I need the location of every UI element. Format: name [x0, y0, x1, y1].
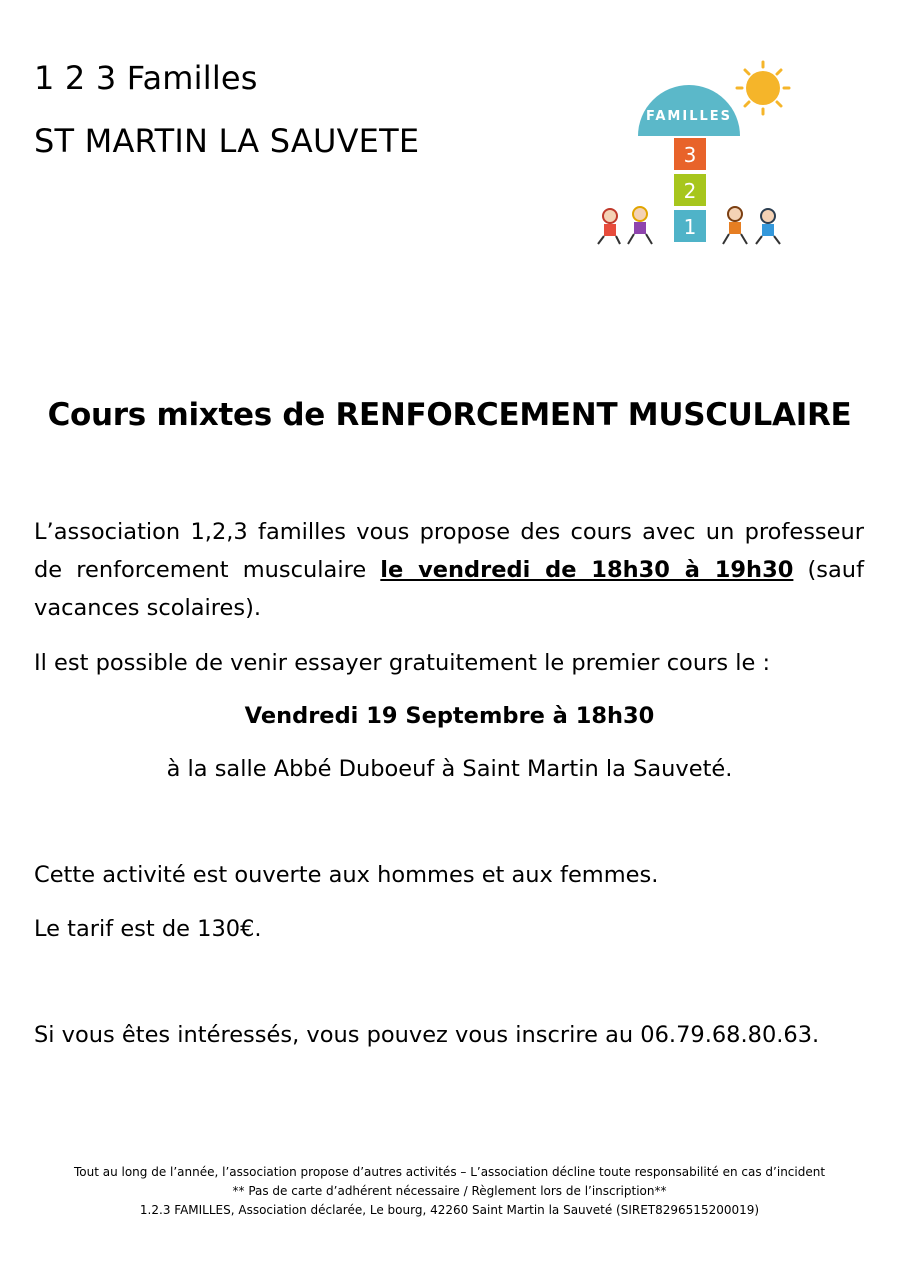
logo-box-2-label: 2 — [683, 179, 697, 203]
footer-line-address: 1.2.3 FAMILLES, Association déclarée, Le bourg, 42260 Saint Martin la Sauveté (SIRET8296515200019) — [139, 1203, 760, 1217]
footer-line-membership: ** Pas de carte d’adhérent nécessaire / Règlement lors de l’inscription** — [232, 1184, 667, 1198]
price-text: Le tarif est de 130€. — [34, 916, 262, 942]
intro-text-start: L’association 1,2,3 familles vous propose des cours avec un professeur de renforcement musculaire — [34, 519, 864, 583]
footer-line-activities: Tout au long de l’année, l’association propose d’autres activités – L’association décline toute responsabilité en cas d’incident — [73, 1165, 826, 1179]
child-figure-3-icon — [723, 207, 747, 244]
association-logo — [590, 58, 800, 253]
logo-box-1-label: 1 — [683, 215, 697, 239]
class-schedule: le vendredi de 18h30 à 19h30 — [380, 557, 794, 583]
sun-icon — [737, 62, 789, 114]
trial-date: Vendredi 19 Septembre à 18h30 — [244, 703, 655, 729]
child-figure-4-icon — [756, 209, 780, 244]
organization-town: ST MARTIN LA SAUVETE — [34, 122, 420, 160]
logo-arc-text: FAMILLES — [645, 109, 733, 124]
venue-text: à la salle Abbé Duboeuf à Saint Martin la Sauveté. — [166, 756, 733, 782]
contact-text: Si vous êtes intéressés, vous pouvez vous inscrire au 06.79.68.80.63. — [34, 1022, 820, 1048]
organization-name: 1 2 3 Familles — [34, 59, 258, 97]
trial-text: Il est possible de venir essayer gratuitement le premier cours le : — [34, 650, 771, 676]
child-figure-1-icon — [598, 209, 620, 244]
intro-paragraph — [34, 513, 864, 627]
child-figure-2-icon — [628, 207, 652, 244]
logo-box-3-label: 3 — [683, 143, 697, 167]
intro-text-end: (sauf vacances scolaires). — [34, 557, 864, 621]
audience-text: Cette activité est ouverte aux hommes et aux femmes. — [34, 862, 659, 888]
page-title: Cours mixtes de RENFORCEMENT MUSCULAIRE — [47, 397, 852, 433]
